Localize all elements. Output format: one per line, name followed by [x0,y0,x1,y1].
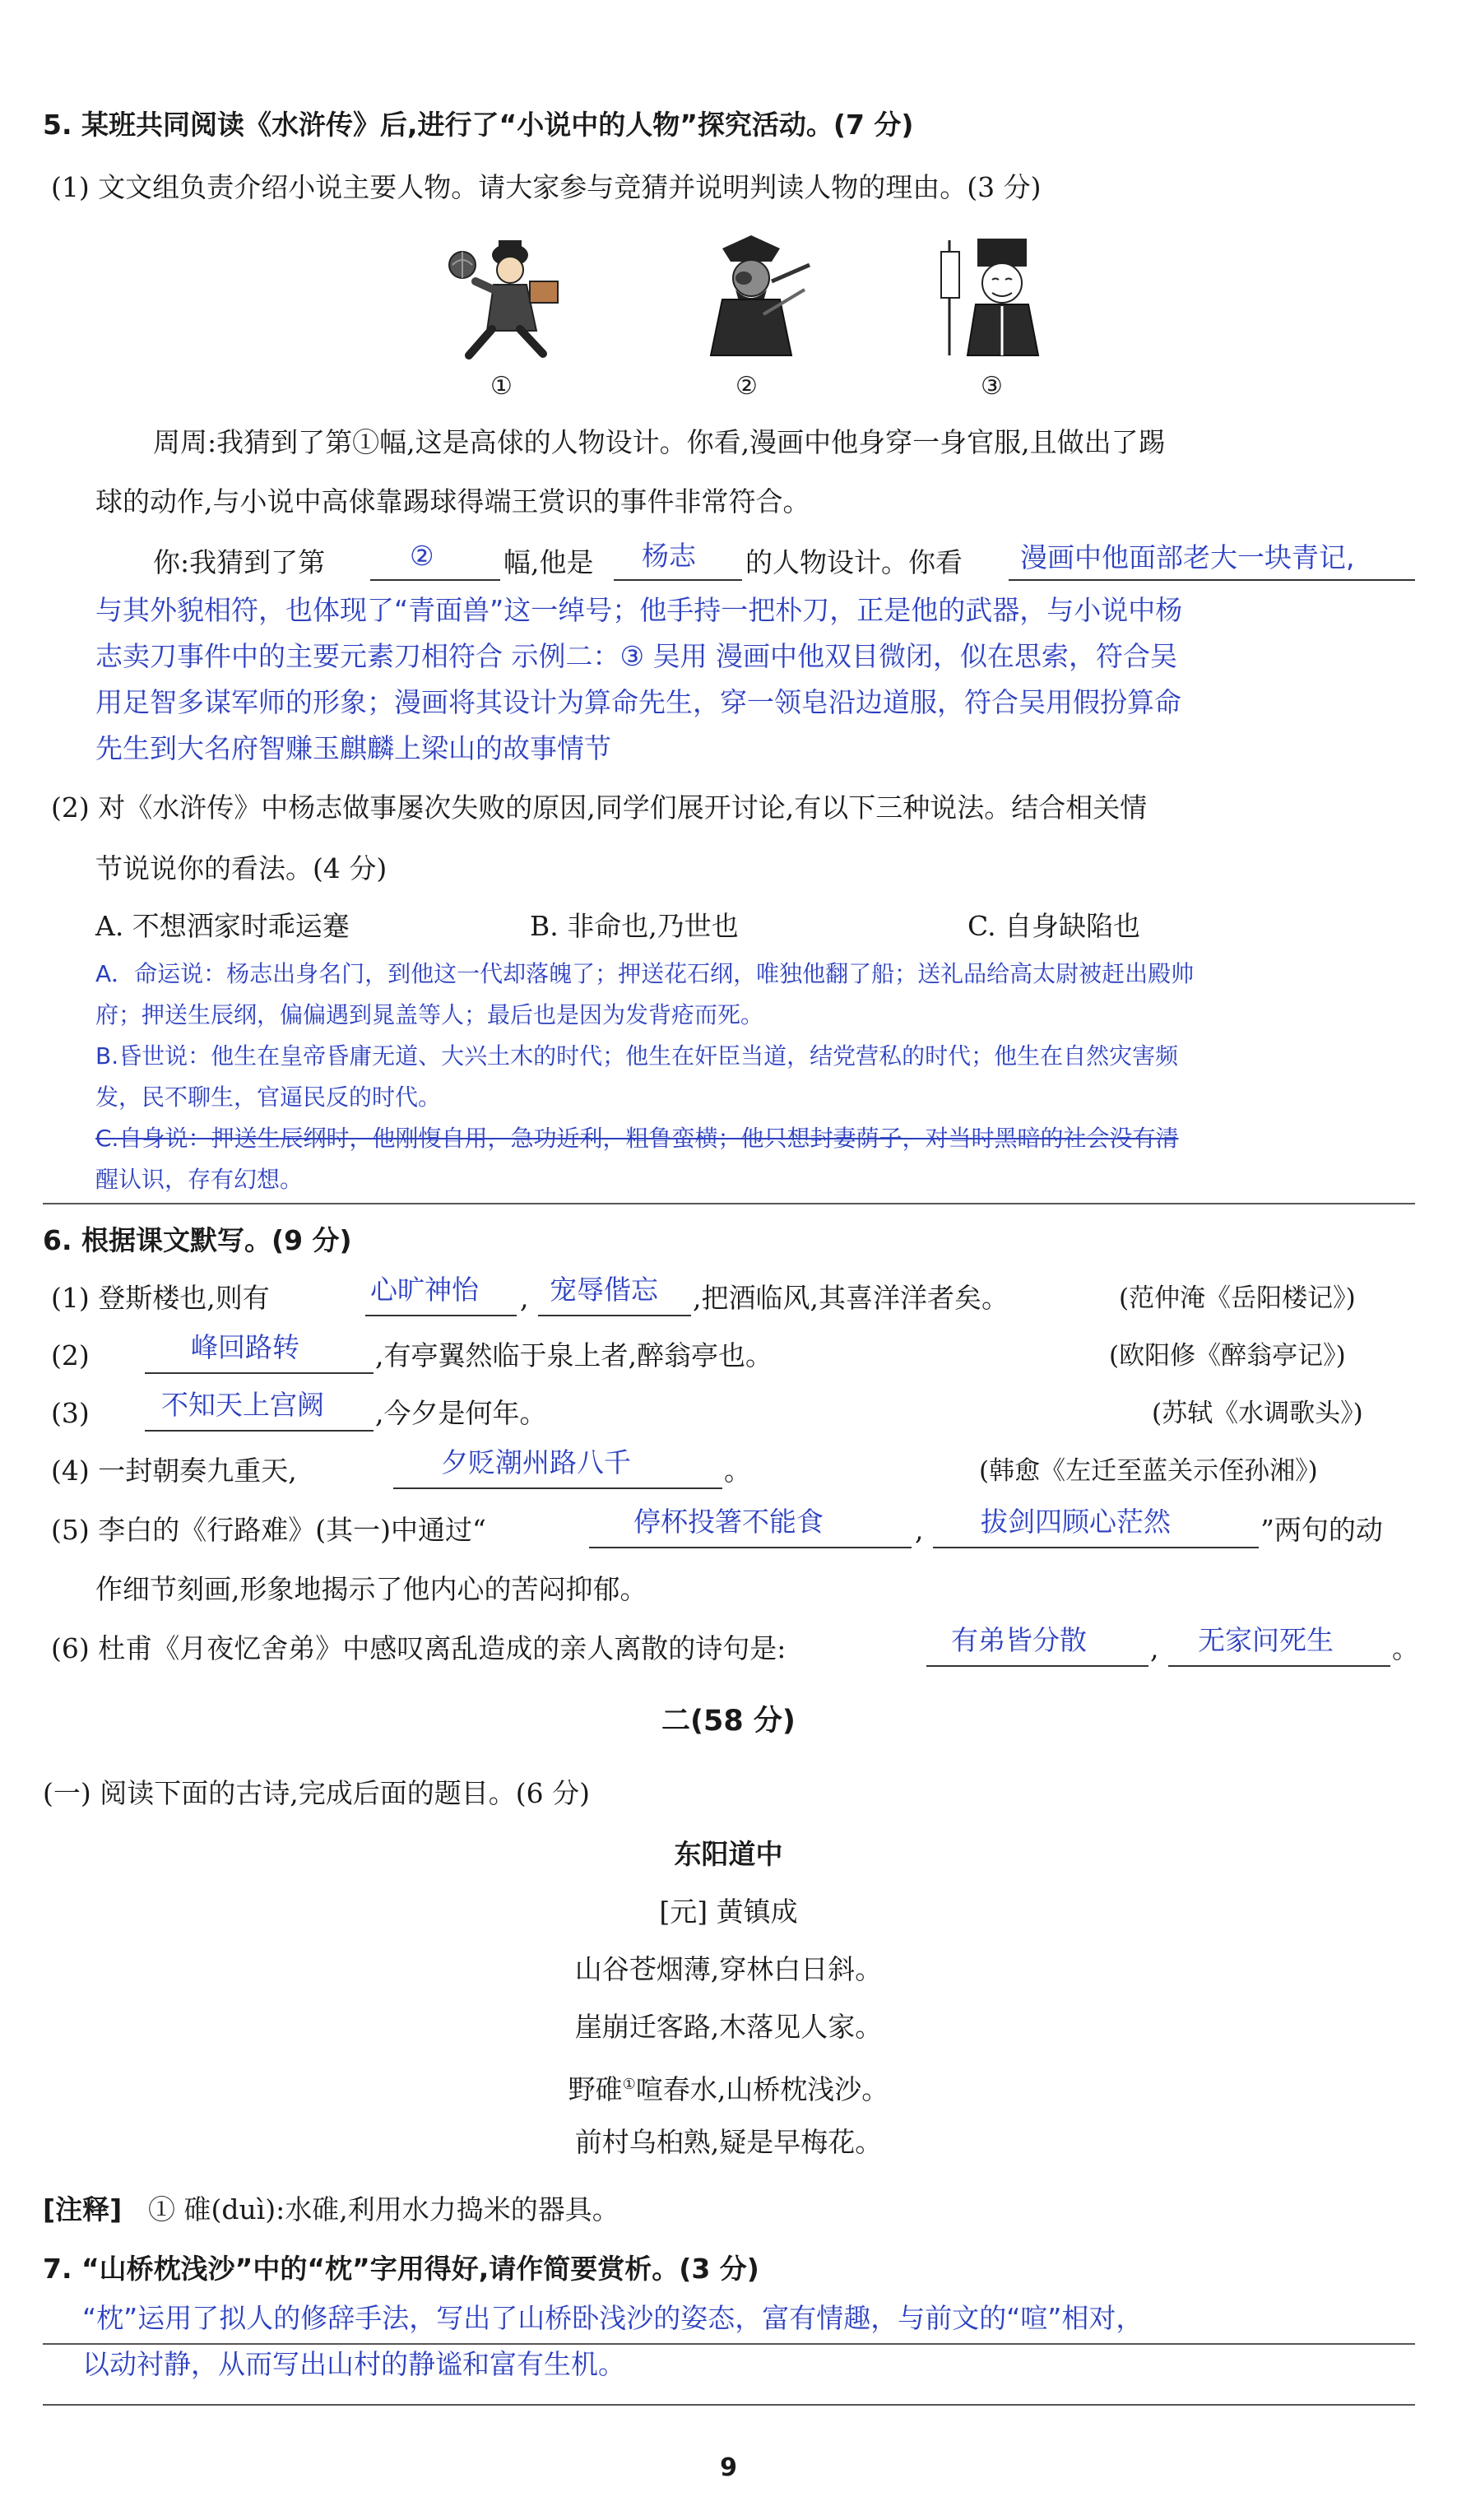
poem-author: [元] 黄镇成 [659,1896,798,1928]
q6-1-suffix: ,把酒临风,其喜洋洋者矣。 [693,1282,1009,1314]
q6-3-source: (苏轼《水调歌头》) [1152,1399,1363,1428]
option-c: C. 自身缺陷也 [967,910,1141,942]
q5-part2-line-1: (2) 对《水浒传》中杨志做事屡次失败的原因,同学们展开讨论,有以下三种说法。结合相关情 [51,791,1148,824]
p2-answer-line-2: 府；押送生辰纲，偏偏遇到晁盖等人；最后也是因为发背疮而死。 [95,1001,764,1028]
blank-fig-number [370,579,500,581]
you-mid-1: 幅,他是 [503,546,594,578]
q6-5-blank-1 [589,1547,912,1548]
q6-2-prefix: (2) [51,1339,90,1371]
q7-rule-2 [43,2404,1415,2406]
q6-5-sep: , [915,1514,924,1546]
poem-line-2: 崖崩迁客路,木落见人家。 [574,2011,883,2043]
q6-3-prefix: (3) [51,1397,90,1429]
q6-5-line-2: 作细节刻画,形象地揭示了他内心的苦闷抑郁。 [95,1573,647,1605]
q6-1-answer-2: 宠辱偕忘 [550,1274,658,1306]
answer-fig-number: ② [410,540,434,572]
q6-5-answer-1: 停杯投箸不能食 [633,1506,824,1538]
figure-3-cartoon [935,232,1058,364]
q6-5-answer-2: 拔剑四顾心茫然 [981,1506,1171,1538]
answer-reason-line-2: 与其外貌相符，也体现了“青面兽”这一绰号；他手持一把朴刀，正是他的武器，与小说中杨 [95,594,1183,626]
poem-line-4: 前村乌桕熟,疑是早梅花。 [574,2126,883,2158]
section-2-heading: 二(58 分) [661,1705,796,1738]
q6-2-suffix: ,有亭翼然临于泉上者,醉翁亭也。 [375,1339,773,1371]
q6-1-blank-1 [365,1315,517,1316]
q6-1-source: (范仲淹《岳阳楼记》) [1119,1283,1356,1313]
p2-answer-line-3: B.昏世说：他生在皇帝昏庸无道、大兴土木的时代；他生在奸臣当道，结党营私的时代；他生在自然灾害频 [95,1042,1179,1070]
q6-2-blank [145,1372,374,1374]
q6-1-prefix: (1) 登斯楼也,则有 [51,1282,270,1314]
q6-4-prefix: (4) 一封朝奏九重天, [51,1455,297,1487]
q6-1-sep: , [520,1282,529,1314]
q6-6-blank-2 [1168,1665,1390,1667]
p2-answer-line-1: A．命运说：杨志出身名门，到他这一代却落魄了；押送花石纲，唯独他翻了船；送礼品给高太尉被赶出殿帅 [95,960,1195,987]
q6-4-answer: 夕贬潮州路八千 [441,1446,631,1478]
option-a: A. 不想洒家时乖运蹇 [95,910,350,942]
answer-character-name: 杨志 [642,540,696,572]
answer-reason-line-1: 漫画中他面部老大一块青记, [1020,541,1355,573]
q7-answer-line-1: “枕”运用了拟人的修辞手法，写出了山桥卧浅沙的姿态，富有情趣，与前文的“喧”相对， [82,2302,1144,2334]
poem-line-3 [0,2067,1457,2108]
figure-3-label: ③ [981,372,1003,401]
zhou-line-2: 球的动作,与小说中高俅靠踢球得端王赏识的事件非常符合。 [95,485,810,517]
poem-line-3-end: 喧春水,山桥枕浅沙。 [635,2073,889,2105]
note-label: [注释] [43,2193,123,2225]
q6-5-prefix: (5) 李白的《行路难》(其一)中通过“ [51,1514,486,1546]
q6-4-blank [393,1487,722,1489]
zhou-line-1: 周周:我猜到了第①幅,这是高俅的人物设计。你看,漫画中他身穿一身官服,且做出了踢 [153,426,1166,458]
page-number: 9 [720,2453,737,2482]
q6-4-source: (韩愈《左迁至蓝关示侄孙湘》) [979,1456,1318,1486]
q6-2-answer: 峰回路转 [191,1331,299,1363]
option-b: B. 非命也,乃世也 [530,910,739,942]
q5-title: 5. 某班共同阅读《水浒传》后,进行了“小说中的人物”探究活动。(7 分) [43,109,914,141]
p2-answer-line-6: 醒认识，存有幻想。 [95,1166,304,1193]
q5-part2-line-2: 节说说你的看法。(4 分) [95,852,387,884]
poem-line-1: 山谷苍烟薄,穿林白日斜。 [574,1953,883,1985]
answer-reason-line-3: 志卖刀事件中的主要元素刀相符合 示例二：③ 吴用 漫画中他双目微闭，似在思索，符合吴 [95,640,1178,672]
figure-1-label: ① [490,372,513,401]
blank-character-name [614,579,742,581]
q6-2-source: (欧阳修《醉翁亭记》) [1109,1341,1346,1371]
note-text: ① 碓(duì):水碓,利用水力捣米的器具。 [148,2193,619,2225]
answer-rule [43,1203,1415,1204]
you-mid-2: 的人物设计。你看 [745,546,963,578]
p2-answer-line-5: C.自身说：押送生辰纲时，他刚愎自用，急功近利，粗鲁蛮横；他只想封妻荫子，对当时黑暗的社会没有清 [95,1125,1179,1152]
q6-3-answer: 不知天上宫阙 [161,1389,324,1421]
p2-answer-line-4: 发，民不聊生，官逼民反的时代。 [95,1084,442,1111]
q6-5-suffix: ”两句的动 [1260,1514,1383,1546]
q6-6-answer-1: 有弟皆分散 [951,1624,1087,1656]
section-2-part-1: (一) 阅读下面的古诗,完成后面的题目。(6 分) [43,1777,590,1809]
q6-6-prefix: (6) 杜甫《月夜忆舍弟》中感叹离乱造成的亲人离散的诗句是: [51,1632,787,1664]
q6-1-blank-2 [538,1315,691,1316]
poem-note-mark: ① [622,2076,636,2093]
figure-2-cartoon [689,232,813,364]
figure-2-label: ② [735,372,758,401]
q7-title: 7. “山桥枕浅沙”中的“枕”字用得好,请作简要赏析。(3 分) [43,2253,759,2285]
figure-1-cartoon [444,232,568,364]
answer-reason-line-4: 用足智多谋军师的形象；漫画将其设计为算命先生，穿一领皂沿边道服，符合吴用假扮算命 [95,686,1181,718]
q6-title: 6. 根据课文默写。(9 分) [43,1224,352,1256]
q6-6-answer-2: 无家问死生 [1198,1624,1334,1656]
q6-6-suffix: 。 [1392,1632,1419,1664]
q6-4-suffix: 。 [724,1455,751,1487]
q6-1-answer-1: 心旷神怡 [370,1274,479,1306]
q6-6-blank-1 [926,1665,1148,1667]
q6-3-blank [145,1430,374,1432]
blank-reason [1009,579,1415,581]
q6-5-blank-2 [933,1547,1259,1548]
q6-6-sep: , [1150,1632,1159,1664]
you-prefix: 你:我猜到了第 [153,546,326,578]
q7-answer-line-2: 以动衬静，从而写出山村的静谧和富有生机。 [82,2348,625,2380]
q5-part1-intro: (1) 文文组负责介绍小说主要人物。请大家参与竞猜并说明判读人物的理由。(3 分) [51,171,1042,203]
poem-line-3-start: 野碓 [568,2073,623,2105]
q6-3-suffix: ,今夕是何年。 [375,1397,547,1429]
poem-title: 东阳道中 [674,1838,783,1870]
answer-reason-line-5: 先生到大名府智赚玉麒麟上梁山的故事情节 [95,732,611,764]
q7-rule-1 [43,2343,1415,2345]
